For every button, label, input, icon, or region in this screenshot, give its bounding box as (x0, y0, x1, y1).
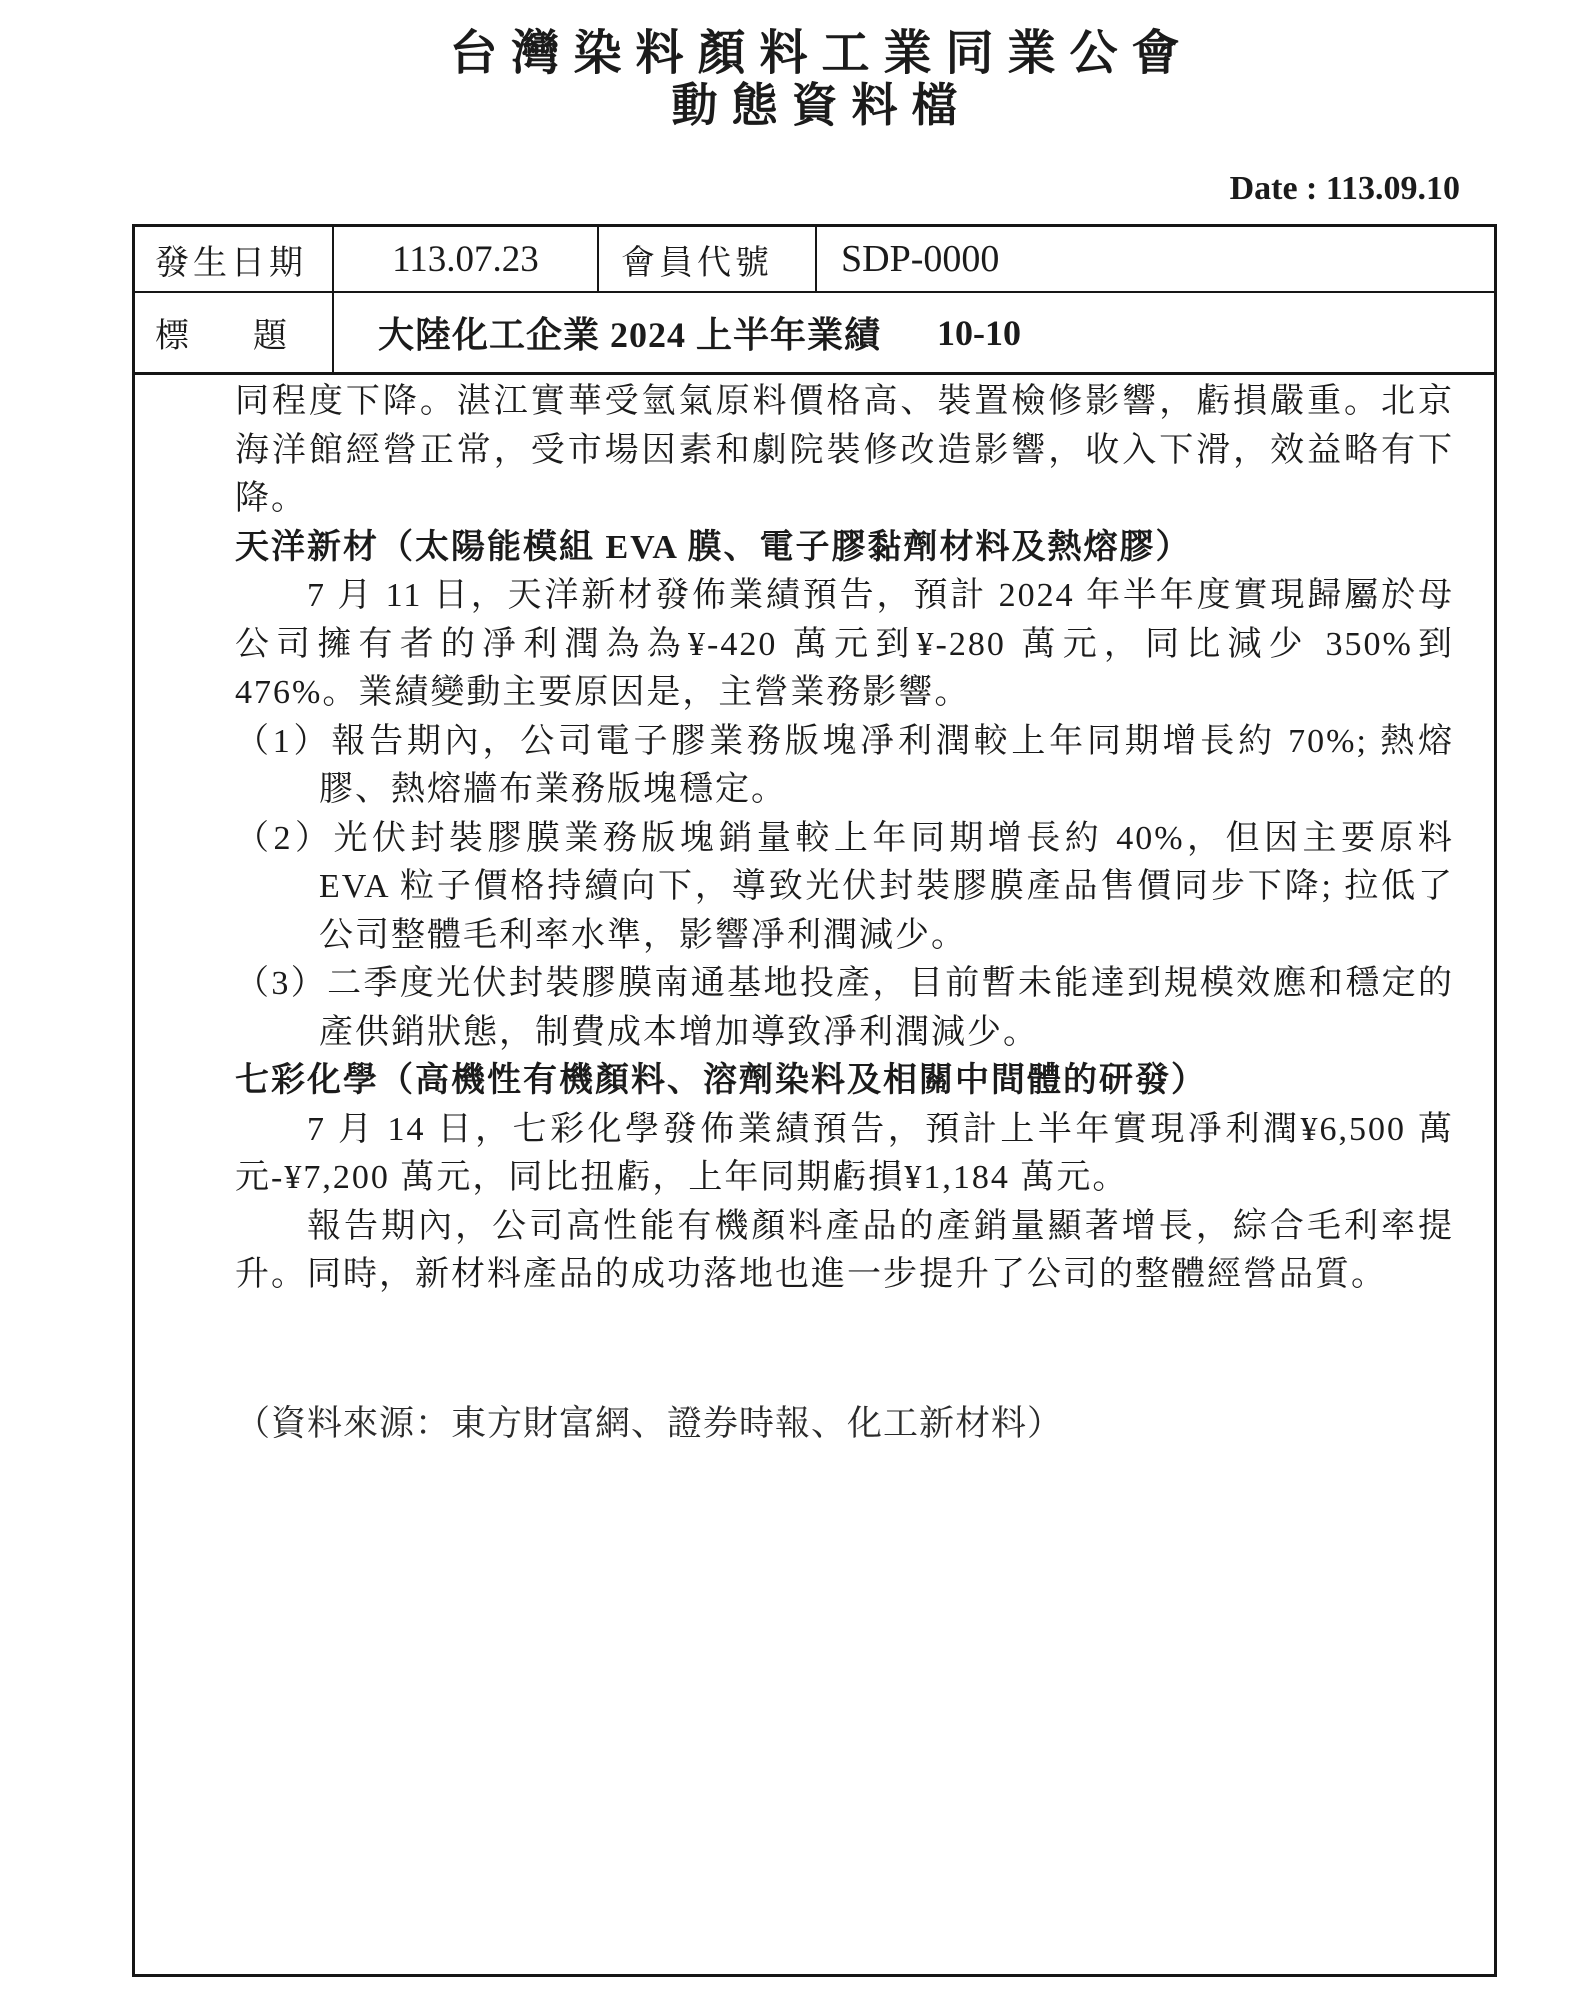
subject-cell (334, 293, 1494, 372)
paragraph-6: （3）二季度光伏封裝膠膜南通基地投產，目前暫未能達到規模效應和穩定的產供銷狀態，制費成本增加導致凈利潤減少。 (235, 965, 1454, 1051)
subject-title: 大陸化工企業 2024 上半年業績 (378, 315, 882, 355)
subject-label: 標 題 (135, 293, 334, 372)
member-code-label: 會員代號 (599, 227, 817, 291)
paragraph-9: 報告期內，公司高性能有機顏料產品的產銷量顯著增長，綜合毛利率提升。同時，新材料產品的成功落地也進一步提升了公司的整體經營品質。 (235, 1207, 1454, 1293)
document-body (135, 375, 1494, 1974)
table-row-subject (135, 293, 1494, 375)
occur-date-value: 113.07.23 (334, 227, 599, 291)
document-subtitle: 動態資料檔 (671, 80, 972, 131)
paragraph-1: 同程度下降。湛江實華受氫氣原料價格高、裝置檢修影響，虧損嚴重。北京海洋館經營正常，受市場因素和劇院裝修改造影響，收入下滑，效益略有下降。 (235, 383, 1454, 517)
issue-date: Date : 113.09.10 (1229, 170, 1460, 207)
info-table (132, 224, 1497, 1977)
paragraph-3: 7 月 11 日，天洋新材發佈業績預告，預計 2024 年半年度實現歸屬於母公司擁有者的凈利潤為為¥-420 萬元到¥-280 萬元，同比減少 350%到 476%。業績變動主要原因是，主營業務影響。 (235, 577, 1454, 711)
paragraph-5: （2）光伏封裝膠膜業務版塊銷量較上年同期增長約 40%，但因主要原料 EVA 粒子價格持續向下，導致光伏封裝膠膜產品售價同步下降; 拉低了公司整體毛利率水準，影響凈利潤減少。 (235, 819, 1454, 954)
association-title: 台灣染料顏料工業同業公會 (449, 27, 1194, 80)
paragraph-7: 七彩化學（高機性有機顏料、溶劑染料及相關中間體的研發） (235, 1062, 1207, 1099)
subject-page-number: 10-10 (937, 312, 1022, 353)
member-code-value: SDP-0000 (841, 238, 1000, 280)
paragraph-4: （1）報告期內，公司電子膠業務版塊凈利潤較上年同期增長約 70%; 熱熔膠、熱熔牆布業務版塊穩定。 (235, 722, 1454, 808)
paragraph-8: 7 月 14 日，七彩化學發佈業績預告，預計上半年實現凈利潤¥6,500 萬元-¥7,200 萬元，同比扭虧，上年同期虧損¥1,184 萬元。 (235, 1110, 1454, 1196)
table-row-occurrence (135, 227, 1494, 293)
occur-date-label: 發生日期 (135, 227, 334, 291)
paragraph-10: （資料來源：東方財富網、證券時報、化工新材料） (235, 1403, 1064, 1443)
paragraph-2: 天洋新材（太陽能模組 EVA 膜、電子膠黏劑材料及熱熔膠） (235, 528, 1192, 566)
